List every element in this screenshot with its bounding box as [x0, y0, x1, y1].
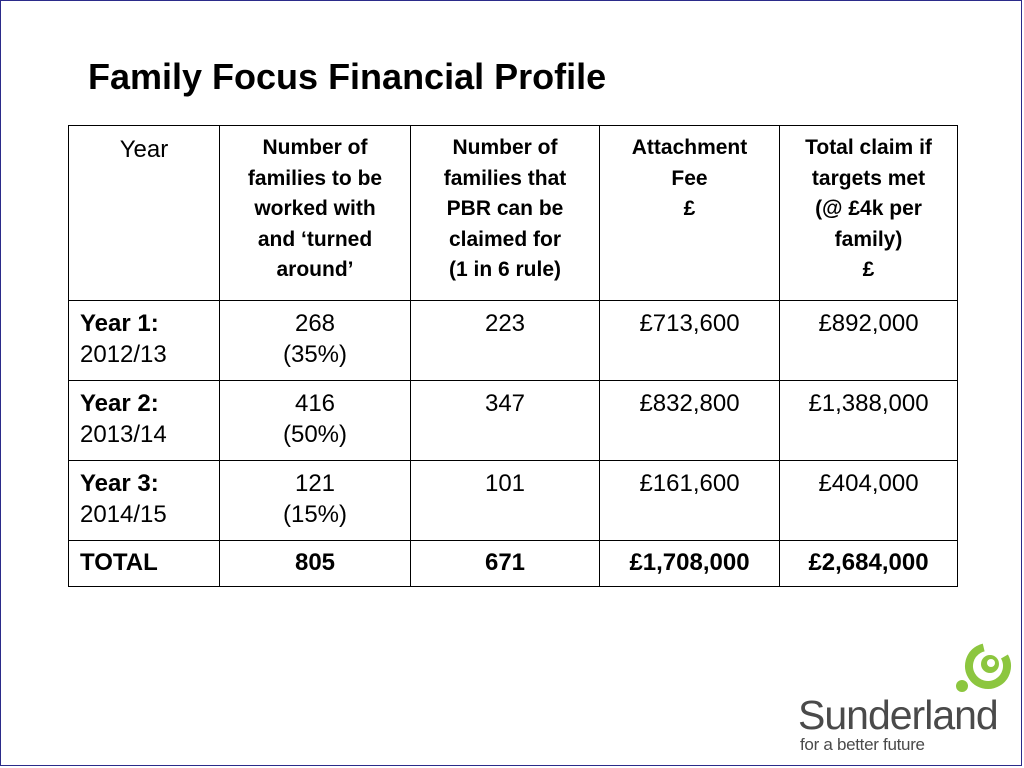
total-fee: £1,708,000: [600, 541, 780, 587]
pbr-cell: 347: [411, 381, 600, 461]
families-cell: 268 (35%): [220, 301, 411, 381]
header-year: Year: [69, 126, 220, 301]
table-row: [69, 301, 958, 381]
logo-tagline: for a better future: [800, 735, 925, 754]
pbr-cell: 223: [411, 301, 600, 381]
pbr-cell: 101: [411, 461, 600, 541]
table-row: [69, 461, 958, 541]
total-label: TOTAL: [69, 541, 220, 587]
sunderland-logo: [798, 640, 1013, 755]
total-families: 805: [220, 541, 411, 587]
claim-cell: £1,388,000: [780, 381, 958, 461]
logo-wordmark: Sunderland: [798, 692, 998, 738]
total-pbr: 671: [411, 541, 600, 587]
page-title: Family Focus Financial Profile: [88, 56, 607, 97]
claim-cell: £892,000: [780, 301, 958, 381]
header-total-claim: Total claim if targets met (@ £4k per family) £: [780, 126, 958, 301]
fee-cell: £161,600: [600, 461, 780, 541]
year-cell: Year 1: 2012/13: [69, 301, 220, 381]
families-cell: 416 (50%): [220, 381, 411, 461]
total-claim: £2,684,000: [780, 541, 958, 587]
year-cell: Year 2: 2013/14: [69, 381, 220, 461]
financial-profile-table: [68, 125, 958, 587]
fee-cell: £713,600: [600, 301, 780, 381]
year-cell: Year 3: 2014/15: [69, 461, 220, 541]
header-attachment-fee: Attachment Fee £: [600, 126, 780, 301]
families-cell: 121 (15%): [220, 461, 411, 541]
table-header-row: [69, 126, 958, 301]
table-row: [69, 381, 958, 461]
header-families-pbr: Number of families that PBR can be claimed for (1 in 6 rule): [411, 126, 600, 301]
total-row: [69, 541, 958, 587]
header-families-worked: Number of families to be worked with and ‘turned around’: [220, 126, 411, 301]
sunderland-swirl-icon: [950, 642, 1012, 694]
claim-cell: £404,000: [780, 461, 958, 541]
fee-cell: £832,800: [600, 381, 780, 461]
